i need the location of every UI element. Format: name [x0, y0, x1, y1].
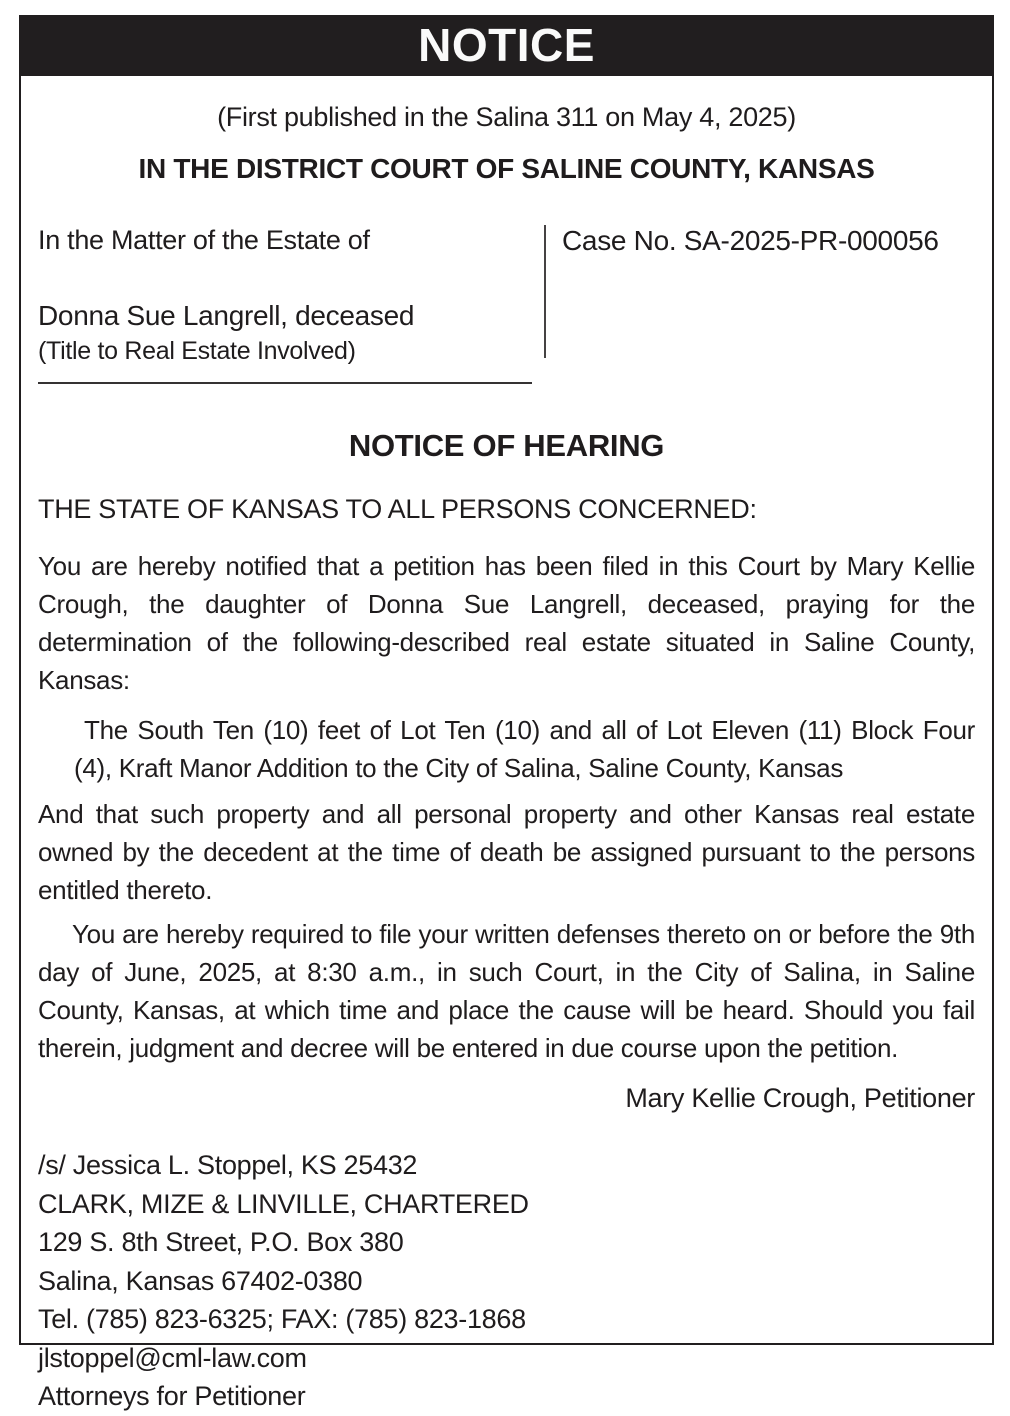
law-firm-phone-fax: Tel. (785) 823-6325; FAX: (785) 823-1868: [38, 1304, 526, 1334]
attorney-signature-block: [38, 1146, 975, 1416]
notice-banner-title: NOTICE: [418, 18, 595, 71]
first-published-line: (First published in the Salina 311 on May 4, 2025): [217, 102, 796, 132]
law-firm-city-state-zip: Salina, Kansas 67402-0380: [38, 1265, 363, 1296]
caption-decedent-line: Donna Sue Langrell, deceased: [38, 300, 415, 331]
notice-of-hearing-heading: NOTICE OF HEARING: [348, 428, 665, 463]
legal-notice-document: [19, 15, 994, 1411]
court-heading: IN THE DISTRICT COURT OF SALINE COUNTY, KANSAS: [138, 153, 875, 184]
case-number: Case No. SA-2025-PR-000056: [562, 225, 939, 256]
paragraph-property-assigned: And that such property and all personal property and other Kansas real estate owned by the decedent at the time of death be assigned pursuant to the persons entitled thereto.: [38, 799, 975, 905]
caption-left-column: [38, 225, 544, 384]
attorney-email: jlstoppel@cml-law.com: [38, 1342, 307, 1373]
caption-matter-line: In the Matter of the Estate of: [38, 225, 370, 255]
case-caption: [38, 225, 975, 384]
attorney-signature-name: /s/ Jessica L. Stoppel, KS 25432: [38, 1150, 418, 1180]
caption-underline: [38, 382, 532, 384]
salutation-line: THE STATE OF KANSAS TO ALL PERSONS CONCERNED:: [38, 494, 757, 524]
law-firm-street-address: 129 S. 8th Street, P.O. Box 380: [38, 1227, 404, 1257]
paragraph-petition-notified: You are hereby notified that a petition has been filed in this Court by Mary Kellie Crough, the daughter of Donna Sue Langrell, deceased, praying for the determination of the following-described real estate situated in Saline County, Kansas:: [38, 551, 975, 695]
paragraph-written-defenses: You are hereby required to file your written defenses thereto on or before the 9th day of June, 2025, at 8:30 a.m., in such Court, in the City of Salina, in Saline County, Kansas, at which time and place the cause will be heard. Should you fail therein, judgment and decree will be entered in due course upon the petition.: [38, 919, 975, 1063]
notice-banner: [21, 17, 992, 76]
legal-description: The South Ten (10) feet of Lot Ten (10) and all of Lot Eleven (11) Block Four (4), Kraft Manor Addition to the City of Salina, Saline County, Kansas: [74, 715, 975, 783]
attorneys-for-petitioner-line: Attorneys for Petitioner: [38, 1381, 306, 1411]
caption-title-line: (Title to Real Estate Involved): [38, 337, 356, 365]
petitioner-signature-line: Mary Kellie Crough, Petitioner: [625, 1083, 975, 1113]
document-content: [21, 102, 992, 1416]
law-firm-name: CLARK, MIZE & LINVILLE, CHARTERED: [38, 1188, 529, 1219]
